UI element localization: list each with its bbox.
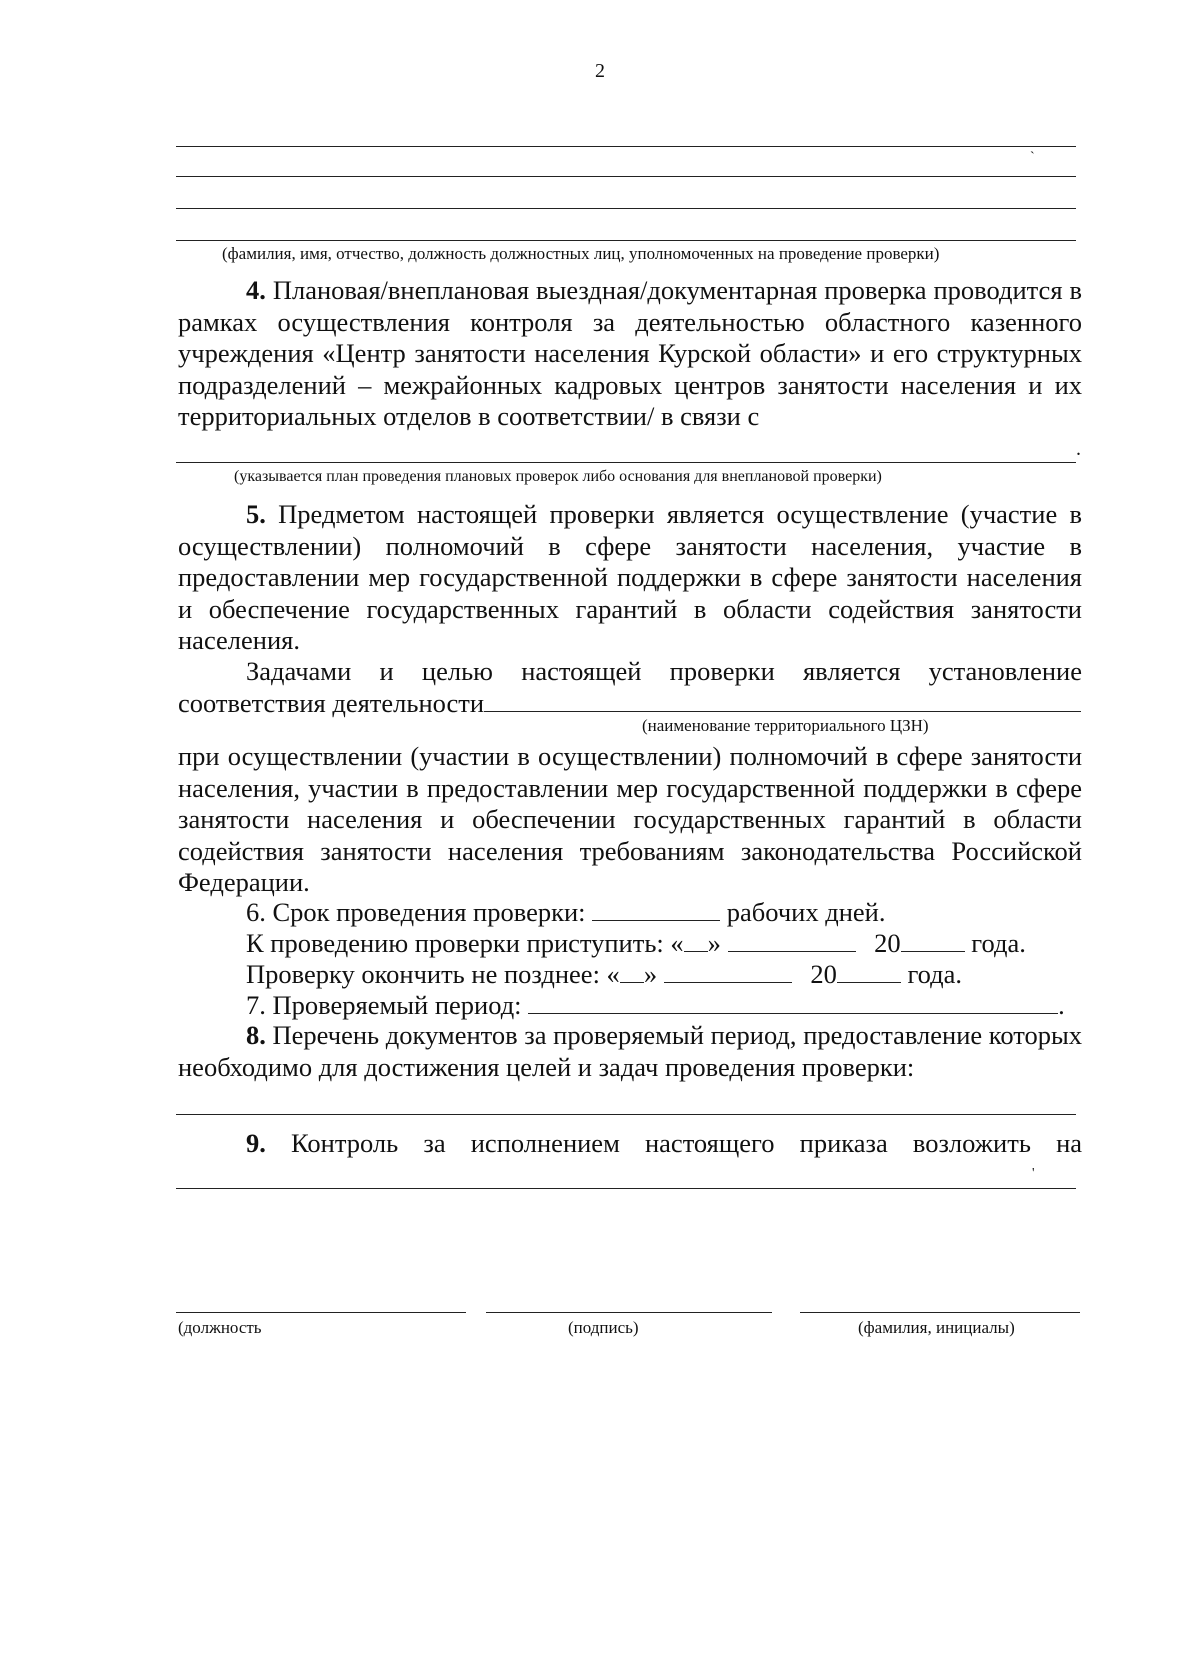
responsible-line <box>176 1188 1076 1189</box>
paragraph-9-text: Контроль за исполнением настоящего приказа возложить на <box>291 1128 1083 1158</box>
officials-line-1 <box>176 146 1076 147</box>
paragraph-8 <box>178 1020 1082 1083</box>
basis-line-period: . <box>1076 438 1081 460</box>
end-year-word: года. <box>907 959 963 989</box>
signature-sign-line <box>486 1312 772 1313</box>
paragraph-5-number: 5. <box>246 499 266 529</box>
officials-line-2 <box>176 176 1076 177</box>
signature-name-caption: (фамилия, инициалы) <box>858 1318 1015 1337</box>
scan-mark-2: ' <box>1032 1166 1035 1181</box>
tasks-line-1: Задачами и целью настоящей проверки является установление <box>246 656 1082 686</box>
end-month-blank <box>664 958 792 983</box>
tasks-line-2-text: соответствия деятельности <box>178 688 485 718</box>
period-label: Проверяемый период: <box>272 990 522 1020</box>
start-month-blank <box>728 927 856 952</box>
paragraph-4 <box>178 275 1082 433</box>
paragraph-4-text: Плановая/внеплановая выездная/документарная проверка проводится в рамках осуществления контроля за деятельностью областного казенного учреждения «Центр занятости населения Курской области» и его структурных подразделений – межрайонных кадровых центров занятости населения и их территориальных отделов в соответствии/ в связи с <box>178 275 1082 431</box>
paragraph-4-number: 4. <box>246 275 266 305</box>
paragraph-5 <box>178 499 1082 657</box>
start-year-word: года. <box>971 928 1026 958</box>
period-line: 7. Проверяемый период: . <box>246 990 1065 1020</box>
signature-position-caption: (должность <box>178 1318 262 1337</box>
caption-plan: (указывается план проведения плановых проверок либо основания для внеплановой проверки) <box>234 468 882 485</box>
period-blank <box>528 989 1058 1014</box>
officials-line-4 <box>176 240 1076 241</box>
start-year-prefix: 20 <box>874 928 901 958</box>
tasks-line-2 <box>178 687 1081 719</box>
end-label: Проверку окончить не позднее: « <box>246 959 620 989</box>
term-days-blank <box>592 896 720 921</box>
start-line <box>246 927 1026 959</box>
end-line <box>246 958 962 990</box>
end-quote-close: » <box>643 959 658 989</box>
term-days-label: рабочих дней. <box>726 897 886 927</box>
start-year-blank <box>901 927 965 952</box>
end-year-blank <box>837 958 901 983</box>
paragraph-9-number: 9. <box>246 1128 266 1158</box>
start-label: К проведению проверки приступить: « <box>246 928 684 958</box>
start-day-blank <box>684 927 708 952</box>
paragraph-6-number: 6. <box>246 897 266 927</box>
paragraph-8-number: 8. <box>246 1020 266 1050</box>
paragraph-8-text: Перечень документов за проверяемый период, предоставление которых необходимо для достижения целей и задач проведения проверки: <box>178 1020 1083 1082</box>
paragraph-7-number: 7. <box>246 990 266 1020</box>
tasks-continuation: при осуществлении (участии в осуществлении) полномочий в сфере занятости населения, участии в предоставлении мер государственной поддержки в сфере занятости населения и обеспечении государственных гарантий в области содействия занятости населения требованиям законодательства Российской Федерации. <box>178 741 1082 897</box>
term-label: Срок проведения проверки: <box>272 897 586 927</box>
start-quote-close: » <box>707 928 721 958</box>
end-year-prefix: 20 <box>810 959 837 989</box>
signature-name-line <box>800 1312 1080 1313</box>
basis-line <box>176 462 1076 463</box>
documents-line <box>176 1114 1076 1115</box>
paragraph-9 <box>178 1128 1082 1160</box>
scan-mark: ` <box>1030 150 1035 165</box>
page-number: 2 <box>595 60 605 82</box>
officials-line-3 <box>176 208 1076 209</box>
territorial-czn-blank <box>484 687 1081 712</box>
signature-position-line <box>176 1312 466 1313</box>
end-day-blank <box>620 958 644 983</box>
caption-czn: (наименование территориального ЦЗН) <box>642 716 929 735</box>
signature-sign-caption: (подпись) <box>568 1318 639 1337</box>
caption-officials: (фамилия, имя, отчество, должность должностных лиц, уполномоченных на проведение проверки) <box>222 244 940 263</box>
term-line <box>246 896 885 928</box>
paragraph-5-text: Предметом настоящей проверки является осуществление (участие в осуществлении) полномочий в сфере занятости населения, участие в предоставлении мер государственной поддержки в сфере занятости населения и обеспечение государственных гарантий в области содействия занятости населения. <box>178 499 1082 655</box>
